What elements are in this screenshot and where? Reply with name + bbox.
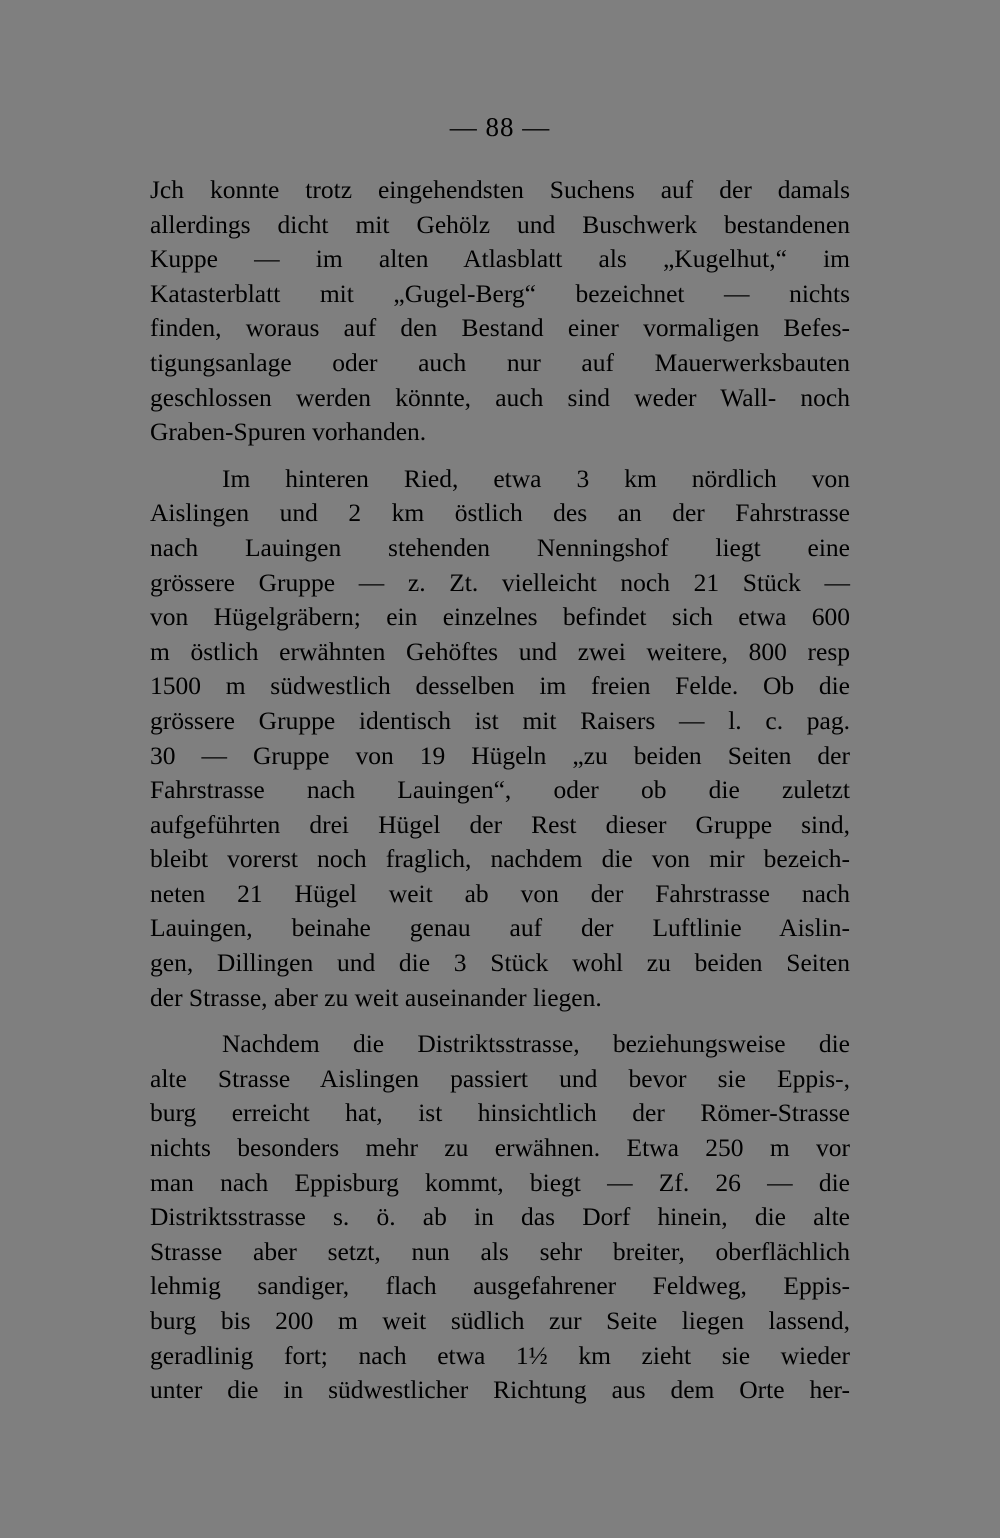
text-line: Graben-Spuren vorhanden. — [150, 417, 427, 447]
text-line: lehmig sandiger, flach ausgefahrener Feldweg, Eppis- — [150, 1271, 850, 1301]
body-text — [150, 173, 850, 1420]
text-line: Katasterblatt mit „Gugel-Berg“ bezeichnet — nichts — [150, 278, 850, 308]
text-line: nichts besonders mehr zu erwähnen. Etwa 250 m vor — [150, 1133, 850, 1163]
text-line: 1500 m südwestlich desselben im freien Felde. Ob die — [150, 671, 850, 701]
text-line: geradlinig fort; nach etwa 1½ km zieht sie wieder — [150, 1340, 850, 1370]
text-line: burg bis 200 m weit südlich zur Seite liegen lassend, — [150, 1306, 850, 1335]
text-line: Strasse aber setzt, nun als sehr breiter, oberflächlich — [150, 1236, 850, 1266]
text-line: aufgeführten drei Hügel der Rest dieser Gruppe sind, — [150, 809, 850, 839]
text-line: 30 — Gruppe von 19 Hügeln „zu beiden Seiten der — [150, 740, 850, 770]
text-line: Distriktsstrasse s. ö. ab in das Dorf hinein, die alte — [150, 1202, 850, 1232]
text-line: Lauingen, beinahe genau auf der Luftlinie Aislin- — [150, 913, 850, 943]
text-line: grössere Gruppe identisch ist mit Raisers — l. c. pag. — [150, 705, 850, 735]
text-line: tigungsanlage oder auch nur auf Mauerwerksbauten — [150, 347, 850, 377]
page-number: — 88 — — [449, 112, 551, 142]
text-line: unter die in südwestlicher Richtung aus dem Orte her- — [150, 1375, 850, 1405]
text-line: der Strasse, aber zu weit auseinander liegen. — [150, 982, 602, 1012]
text-line: Nachdem die Distriktsstrasse, beziehungsweise die — [222, 1029, 850, 1059]
text-line: m östlich erwähnten Gehöftes und zwei weitere, 800 resp — [150, 636, 850, 666]
text-line: Kuppe — im alten Atlasblatt als „Kugelhut,“ im — [150, 244, 850, 274]
text-line: allerdings dicht mit Gehölz und Buschwerk bestandenen — [150, 209, 850, 239]
text-line: gen, Dillingen und die 3 Stück wohl zu beiden Seiten — [150, 948, 850, 978]
text-line: Im hinteren Ried, etwa 3 km nördlich von — [222, 463, 850, 493]
text-line: man nach Eppisburg kommt, biegt — Zf. 26 — die — [150, 1167, 850, 1197]
text-line: alte Strasse Aislingen passiert und bevor sie Eppis-, — [150, 1063, 850, 1093]
text-line: Aislingen und 2 km östlich des an der Fahrstrasse — [150, 498, 850, 528]
text-line: burg erreicht hat, ist hinsichtlich der Römer-Strasse — [150, 1098, 850, 1128]
text-line: Jch konnte trotz eingehendsten Suchens auf der damals — [150, 175, 850, 204]
text-line: neten 21 Hügel weit ab von der Fahrstrasse nach — [150, 878, 850, 908]
text-line: grössere Gruppe — z. Zt. vielleicht noch 21 Stück — — [150, 567, 850, 597]
paragraph-3 — [150, 1027, 850, 1408]
text-line: von Hügelgräbern; ein einzelnes befindet sich etwa 600 — [150, 602, 850, 632]
paragraph-2 — [150, 462, 850, 1016]
text-line: bleibt vorerst noch fraglich, nachdem die von mir bezeich- — [150, 844, 850, 874]
text-line: geschlossen werden könnte, auch sind weder Wall- noch — [150, 382, 850, 412]
paragraph-1 — [150, 173, 850, 450]
text-line: Fahrstrasse nach Lauingen“, oder ob die zuletzt — [150, 775, 850, 805]
text-line: finden, woraus auf den Bestand einer vormaligen Befes- — [150, 313, 850, 343]
text-line: nach Lauingen stehenden Nenningshof liegt eine — [150, 532, 850, 562]
